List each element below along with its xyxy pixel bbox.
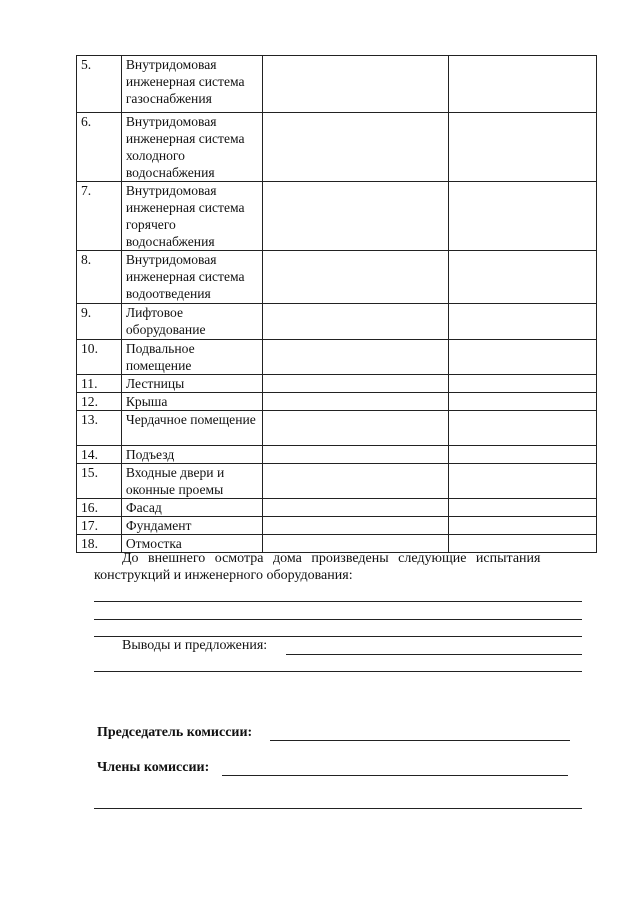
row-number: 16.: [77, 499, 122, 517]
row-notes-cell: [449, 464, 597, 499]
row-condition-cell: [262, 56, 449, 113]
row-condition-cell: [262, 446, 449, 464]
row-element-name: Лестницы: [121, 375, 262, 393]
table-row: [77, 464, 597, 499]
row-notes-cell: [449, 56, 597, 113]
row-condition-cell: [262, 464, 449, 499]
row-number: 9.: [77, 304, 122, 340]
row-element-name: Входные двери и оконные проемы: [121, 464, 262, 499]
table-row: [77, 113, 597, 182]
row-number: 6.: [77, 113, 122, 182]
row-element-name: Подвальное помещение: [121, 340, 262, 375]
row-number: 5.: [77, 56, 122, 113]
row-notes-cell: [449, 446, 597, 464]
row-element-name: Чердачное помещение: [121, 411, 262, 446]
row-number: 8.: [77, 251, 122, 304]
row-condition-cell: [262, 517, 449, 535]
row-element-name: Фасад: [121, 499, 262, 517]
row-notes-cell: [449, 251, 597, 304]
table-row: [77, 375, 597, 393]
tests-paragraph-line1: До внешнего осмотра дома произведены следующие испытания: [122, 551, 541, 566]
row-condition-cell: [262, 393, 449, 411]
row-element-name: Внутридомовая инженерная система водоотведения: [121, 251, 262, 304]
table-row: [77, 56, 597, 113]
row-element-name: Фундамент: [121, 517, 262, 535]
table-row: [77, 304, 597, 340]
table-row: [77, 182, 597, 251]
row-notes-cell: [449, 393, 597, 411]
members-signature-line: [222, 775, 568, 776]
table-row: [77, 517, 597, 535]
row-number: 10.: [77, 340, 122, 375]
row-condition-cell: [262, 375, 449, 393]
conclusions-blank-line: [286, 654, 582, 655]
row-number: 14.: [77, 446, 122, 464]
row-notes-cell: [449, 411, 597, 446]
row-number: 13.: [77, 411, 122, 446]
members-signature-line: [94, 808, 582, 809]
row-notes-cell: [449, 113, 597, 182]
row-notes-cell: [449, 499, 597, 517]
row-notes-cell: [449, 375, 597, 393]
row-element-name: Внутридомовая инженерная система горячего водоснабжения: [121, 182, 262, 251]
row-element-name: Внутридомовая инженерная система холодного водоснабжения: [121, 113, 262, 182]
table-row: [77, 446, 597, 464]
row-element-name: Подъезд: [121, 446, 262, 464]
row-element-name: Лифтовое оборудование: [121, 304, 262, 340]
members-label: Члены комиссии:: [97, 760, 210, 775]
table-row: [77, 411, 597, 446]
table-row: [77, 340, 597, 375]
row-number: 11.: [77, 375, 122, 393]
row-notes-cell: [449, 517, 597, 535]
row-number: 7.: [77, 182, 122, 251]
row-element-name: Крыша: [121, 393, 262, 411]
row-number: 12.: [77, 393, 122, 411]
table-row: [77, 499, 597, 517]
row-number: 15.: [77, 464, 122, 499]
row-condition-cell: [262, 304, 449, 340]
row-condition-cell: [262, 499, 449, 517]
tests-paragraph-line2: конструкций и инженерного оборудования:: [94, 568, 353, 583]
table-row: [77, 393, 597, 411]
row-notes-cell: [449, 182, 597, 251]
tests-blank-line: [94, 619, 582, 620]
chairman-signature-line: [270, 740, 570, 741]
tests-blank-line: [94, 601, 582, 602]
row-element-name: Отмостка: [121, 535, 262, 553]
row-condition-cell: [262, 411, 449, 446]
inspection-table: [76, 55, 597, 553]
table-row: [77, 251, 597, 304]
row-condition-cell: [262, 182, 449, 251]
row-condition-cell: [262, 113, 449, 182]
conclusions-blank-line: [94, 671, 582, 672]
chairman-label: Председатель комиссии:: [97, 725, 253, 740]
row-notes-cell: [449, 304, 597, 340]
row-number: 17.: [77, 517, 122, 535]
row-condition-cell: [262, 251, 449, 304]
row-condition-cell: [262, 340, 449, 375]
row-number: 18.: [77, 535, 122, 553]
conclusions-label: Выводы и предложения:: [122, 638, 268, 653]
row-notes-cell: [449, 340, 597, 375]
row-element-name: Внутридомовая инженерная система газоснабжения: [121, 56, 262, 113]
